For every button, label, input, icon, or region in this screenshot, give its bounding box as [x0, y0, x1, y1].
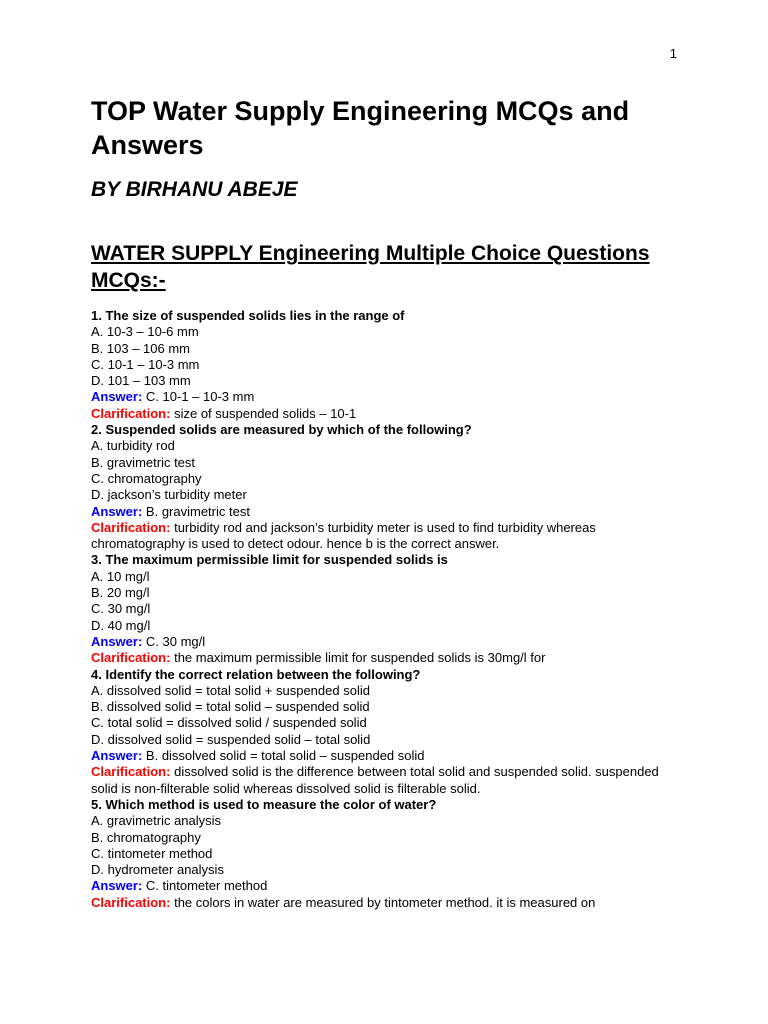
option-d: D. 101 – 103 mm — [91, 373, 191, 389]
option-b: B. 20 mg/l — [91, 585, 150, 601]
answer-label: Answer: — [91, 389, 143, 405]
option-c: C. chromatography — [91, 470, 202, 486]
option-d: D. hydrometer analysis — [91, 862, 224, 878]
answer-line — [91, 389, 681, 405]
option-a: A. 10 mg/l — [91, 568, 150, 584]
question-list — [91, 308, 681, 911]
clarification-text: turbidity rod and jackson’s turbidity meter is used to find turbidity whereas chromatography is used to detect odour. hence b is the correct answer. — [91, 519, 596, 552]
question-text: 1. The size of suspended solids lies in the range of — [91, 308, 405, 323]
answer-value: C. 30 mg/l — [145, 633, 206, 649]
section-heading: WATER SUPPLY Engineering Multiple Choice Questions MCQs:- — [91, 242, 650, 292]
question-text: 4. Identify the correct relation between the following? — [91, 666, 421, 682]
option-b: B. 103 – 106 mm — [91, 340, 190, 356]
answer-line — [91, 748, 681, 764]
option-a: A. dissolved solid = total solid + suspended solid — [91, 682, 370, 698]
clarification-label: Clarification: — [91, 894, 171, 910]
clarification-label: Clarification: — [91, 405, 171, 421]
question-text: 3. The maximum permissible limit for suspended solids is — [91, 552, 448, 568]
page-number: 1 — [669, 46, 677, 61]
answer-line — [91, 504, 681, 520]
clarification-line — [91, 764, 681, 797]
clarification-line — [91, 650, 681, 666]
clarification-label: Clarification: — [91, 519, 171, 535]
option-a: A. turbidity rod — [91, 438, 175, 454]
answer-label: Answer: — [91, 503, 143, 519]
option-c: C. total solid = dissolved solid / suspended solid — [91, 715, 367, 731]
clarification-text: size of suspended solids – 10-1 — [174, 405, 357, 421]
clarification-line — [91, 520, 681, 553]
option-b: B. chromatography — [91, 829, 201, 845]
answer-line — [91, 878, 681, 894]
document-title: TOP Water Supply Engineering MCQs and Answers — [91, 96, 630, 160]
author-line: BY BIRHANU ABEJE — [91, 178, 298, 201]
answer-label: Answer: — [91, 748, 143, 764]
clarification-text: dissolved solid is the difference between total solid and suspended solid. suspended solid is non-filterable solid whereas dissolved solid is filterable solid. — [91, 764, 659, 796]
answer-line — [91, 634, 681, 650]
option-d: D. jackson’s turbidity meter — [91, 487, 247, 503]
option-c: C. 10-1 – 10-3 mm — [91, 356, 200, 372]
option-b: B. gravimetric test — [91, 454, 196, 470]
option-d: D. dissolved solid = suspended solid – total solid — [91, 731, 371, 747]
answer-label: Answer: — [91, 633, 143, 649]
option-a: A. 10-3 – 10-6 mm — [91, 324, 199, 340]
document-body — [91, 94, 681, 911]
clarification-line — [91, 895, 681, 911]
option-c: C. tintometer method — [91, 845, 213, 861]
answer-value: C. 10-1 – 10-3 mm — [145, 389, 255, 405]
option-d: D. 40 mg/l — [91, 617, 151, 633]
option-b: B. dissolved solid = total solid – suspended solid — [91, 699, 370, 715]
question-text: 5. Which method is used to measure the color of water? — [91, 796, 437, 812]
answer-label: Answer: — [91, 878, 143, 894]
option-a: A. gravimetric analysis — [91, 813, 222, 829]
clarification-label: Clarification: — [91, 764, 171, 780]
clarification-text: the maximum permissible limit for suspended solids is 30mg/l for — [174, 650, 546, 666]
option-c: C. 30 mg/l — [91, 601, 151, 617]
answer-value: B. gravimetric test — [145, 503, 250, 519]
answer-value: C. tintometer method — [145, 878, 268, 894]
clarification-line — [91, 406, 681, 422]
clarification-label: Clarification: — [91, 650, 171, 666]
answer-value: B. dissolved solid = total solid – suspended solid — [145, 748, 425, 764]
clarification-text: the colors in water are measured by tintometer method. it is measured on — [174, 894, 596, 910]
question-text: 2. Suspended solids are measured by which of the following? — [91, 422, 472, 438]
